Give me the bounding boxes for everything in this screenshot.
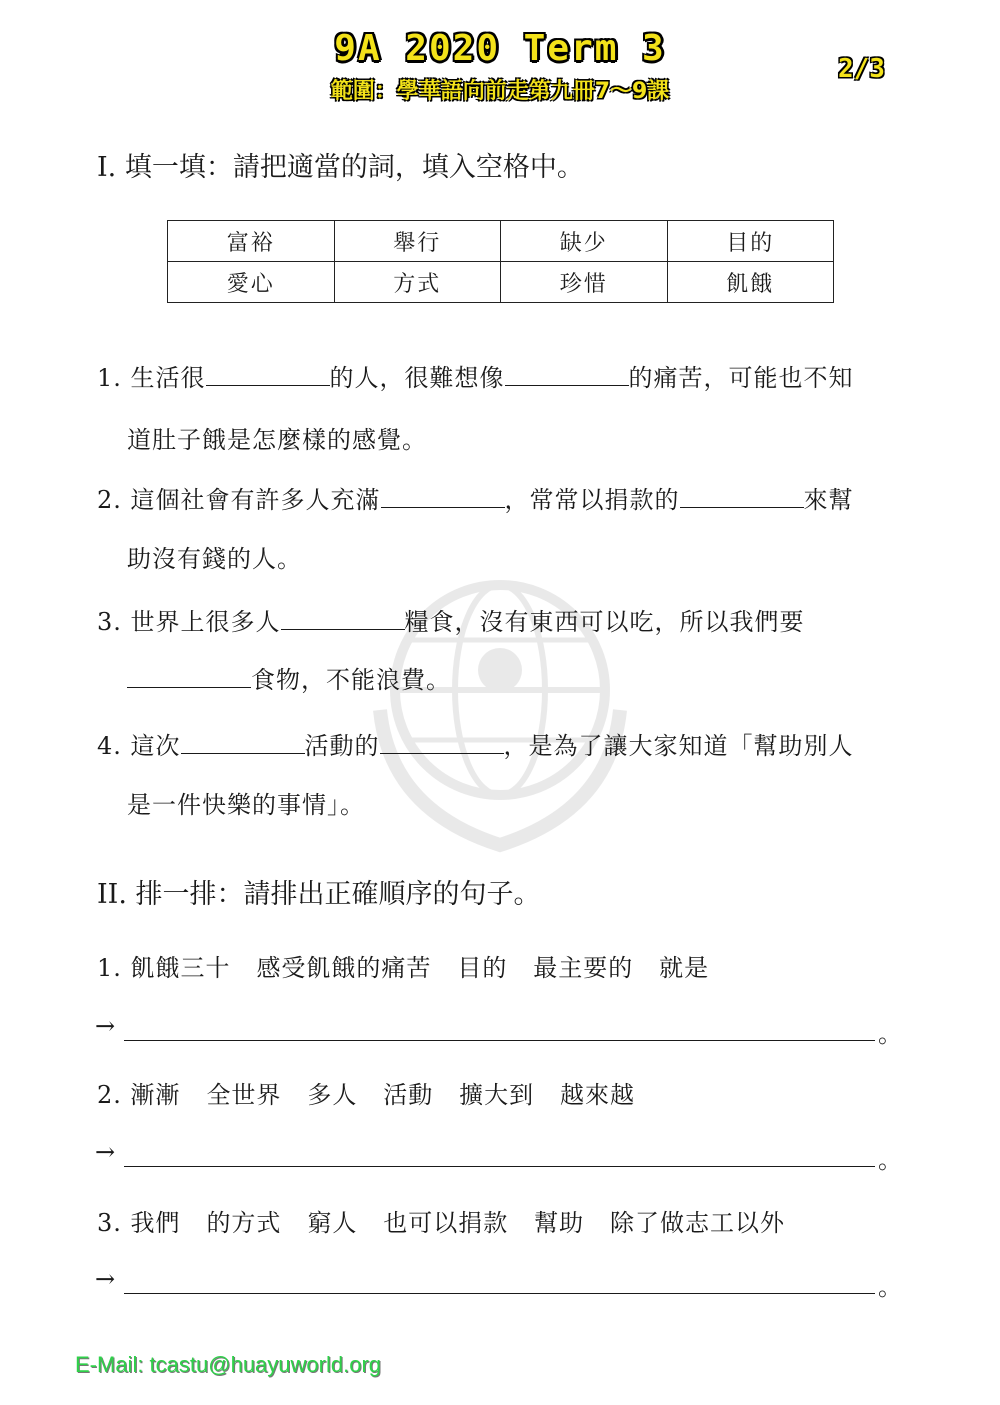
word-chip: 的方式 — [206, 1209, 282, 1237]
word-bank-cell: 目的 — [667, 221, 834, 262]
word-bank-cell: 方式 — [334, 262, 501, 303]
word-chip: 全世界 — [206, 1081, 282, 1109]
word-chip: 越來越 — [560, 1081, 635, 1109]
word-bank-cell: 缺少 — [501, 221, 668, 262]
answer-line[interactable] — [124, 1293, 875, 1294]
table-row — [168, 221, 834, 262]
word-chip: 漸漸 — [130, 1081, 181, 1109]
word-bank-cell: 愛心 — [168, 262, 335, 303]
word-chip: 飢餓三十 — [130, 954, 231, 982]
word-bank-cell: 飢餓 — [667, 262, 834, 303]
fill-blank[interactable] — [206, 359, 330, 386]
fill-blank[interactable] — [281, 603, 405, 630]
order-item-3: 3. 我們 的方式 窮人 也可以捐款 幫助 除了做志工以外 — [97, 1209, 785, 1237]
answer-line[interactable] — [124, 1040, 875, 1041]
page-number: 2/3 — [838, 54, 885, 84]
word-chip: 活動 — [383, 1081, 434, 1109]
word-chip: 最主要的 — [533, 954, 634, 982]
question-2: 2. 這個社會有許多人充滿 ，常常以捐款的 來幫 — [97, 480, 854, 515]
word-chip: 感受飢餓的痛苦 — [256, 954, 432, 982]
section1-heading: I. 填一填：請把適當的詞，填入空格中。 — [97, 152, 584, 183]
question-1: 1. 生活很 的人，很難想像 的痛苦，可能也不知 — [97, 358, 854, 393]
worksheet-title: 9A 2020 Term 3 — [334, 28, 666, 69]
answer-line[interactable] — [124, 1166, 875, 1167]
word-bank-cell: 珍惜 — [501, 262, 668, 303]
word-chip: 多人 — [307, 1081, 358, 1109]
arrow-icon: → — [95, 1012, 116, 1040]
contact-email[interactable]: E-Mail: tcastu@huayuworld.org — [75, 1352, 382, 1377]
period-mark: 。 — [878, 1020, 902, 1048]
period-mark: 。 — [878, 1273, 902, 1301]
worksheet-subtitle: 範圍：學華語向前走第九冊7～9課 — [330, 79, 670, 104]
word-chip: 目的 — [457, 954, 508, 982]
word-chip: 擴大到 — [459, 1081, 535, 1109]
fill-blank[interactable] — [680, 481, 804, 508]
question-3-continued: 食物，不能浪費。 — [127, 660, 451, 695]
question-1-continued: 道肚子餓是怎麼樣的感覺。 — [127, 426, 427, 454]
section2-heading: II. 排一排：請排出正確順序的句子。 — [97, 879, 541, 910]
word-chip: 窮人 — [307, 1209, 358, 1237]
fill-blank[interactable] — [381, 481, 505, 508]
order-item-1: 1. 飢餓三十 感受飢餓的痛苦 目的 最主要的 就是 — [97, 954, 710, 982]
question-4-continued: 是一件快樂的事情」。 — [127, 791, 365, 819]
word-chip: 幫助 — [534, 1209, 585, 1237]
table-row — [168, 262, 834, 303]
fill-blank[interactable] — [127, 661, 251, 688]
question-2-continued: 助沒有錢的人。 — [127, 545, 302, 573]
word-bank-cell: 富裕 — [168, 221, 335, 262]
arrow-icon: → — [95, 1138, 116, 1166]
word-bank-table — [167, 220, 834, 303]
word-bank-cell: 舉行 — [334, 221, 501, 262]
word-chip: 我們 — [130, 1209, 181, 1237]
question-4: 4. 這次 活動的 ，是為了讓大家知道「幫助別人 — [97, 726, 854, 761]
period-mark: 。 — [878, 1146, 902, 1174]
word-chip: 除了做志工以外 — [610, 1209, 785, 1237]
fill-blank[interactable] — [181, 727, 305, 754]
fill-blank[interactable] — [505, 359, 629, 386]
arrow-icon: → — [95, 1265, 116, 1293]
word-chip: 就是 — [659, 954, 710, 982]
order-item-2: 2. 漸漸 全世界 多人 活動 擴大到 越來越 — [97, 1081, 635, 1109]
fill-blank[interactable] — [380, 727, 504, 754]
question-3: 3. 世界上很多人 糧食，沒有東西可以吃，所以我們要 — [97, 602, 805, 637]
word-chip: 也可以捐款 — [383, 1209, 509, 1237]
